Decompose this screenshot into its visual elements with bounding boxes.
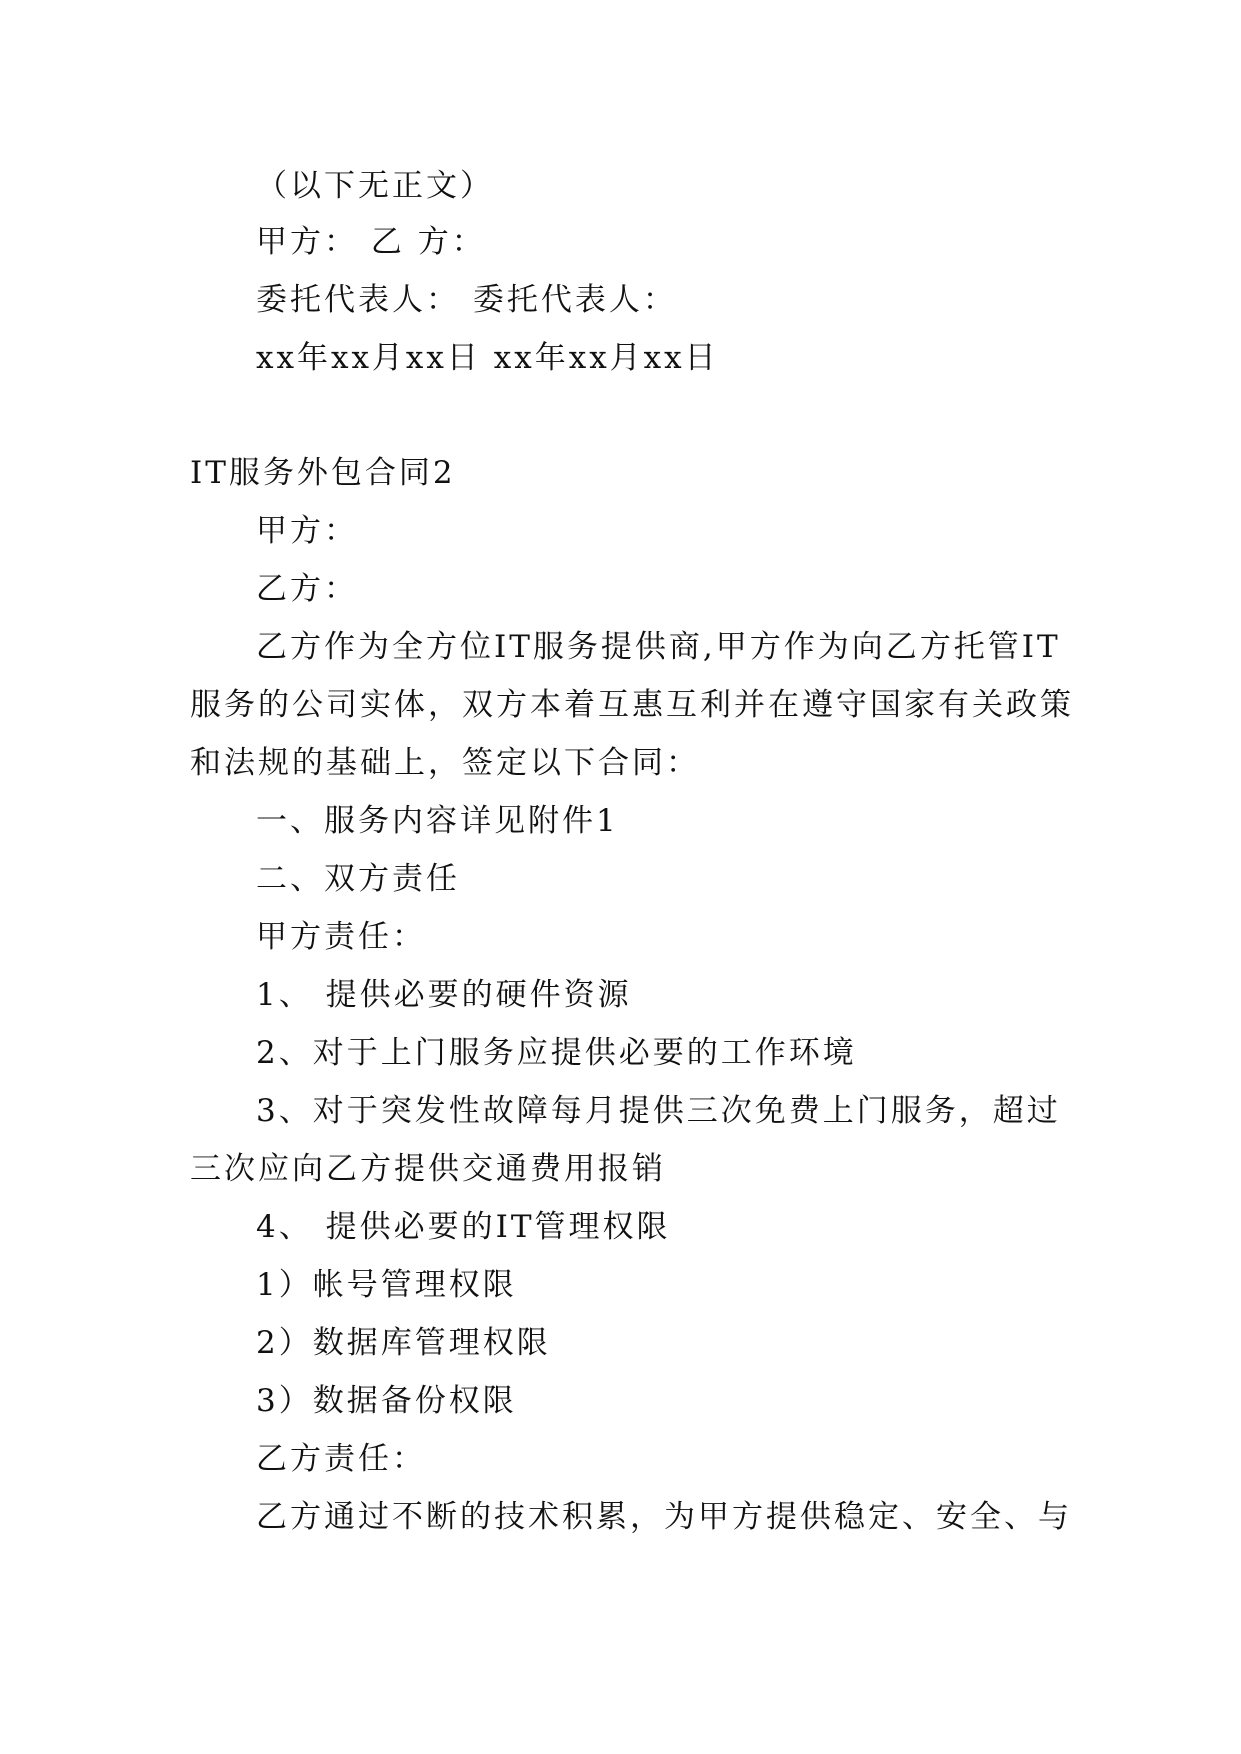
party-b-responsibilities-heading: 乙方责任：	[256, 1441, 426, 1477]
party-a-item-3-line-2: 三次应向乙方提供交通费用报销	[190, 1151, 666, 1187]
permission-item-3: 3）数据备份权限	[256, 1383, 517, 1419]
party-a-item-4: 4、 提供必要的IT管理权限	[256, 1209, 671, 1245]
representative-labels: 委托代表人： 委托代表人：	[256, 282, 677, 318]
party-a-item-2: 2、对于上门服务应提供必要的工作环境	[256, 1035, 857, 1071]
permission-item-1: 1）帐号管理权限	[256, 1267, 517, 1303]
party-a-label: 甲方：	[256, 513, 358, 549]
intro-paragraph-line-3: 和法规的基础上，签定以下合同：	[190, 745, 700, 781]
party-b-label: 乙方：	[256, 571, 358, 607]
permission-item-2: 2）数据库管理权限	[256, 1325, 551, 1361]
no-body-text-note: （以下无正文）	[256, 168, 494, 204]
section-1-heading: 一、服务内容详见附件1	[256, 803, 619, 839]
party-a-item-1: 1、 提供必要的硬件资源	[256, 977, 632, 1013]
party-a-responsibilities-heading: 甲方责任：	[256, 919, 426, 955]
party-a-item-3-line-1: 3、对于突发性故障每月提供三次免费上门服务，超过	[256, 1093, 1061, 1129]
section-2-heading: 二、双方责任	[256, 861, 460, 897]
signing-dates: xx年xx月xx日 xx年xx月xx日	[256, 340, 719, 376]
party-labels: 甲方： 乙 方：	[256, 224, 486, 260]
contract-title: IT服务外包合同2	[190, 455, 456, 491]
intro-paragraph-line-1: 乙方作为全方位IT服务提供商,甲方作为向乙方托管IT	[256, 629, 1061, 665]
intro-paragraph-line-2: 服务的公司实体，双方本着互惠互利并在遵守国家有关政策	[190, 687, 1074, 723]
party-b-responsibility-line-1: 乙方通过不断的技术积累，为甲方提供稳定、安全、与	[256, 1499, 1072, 1535]
